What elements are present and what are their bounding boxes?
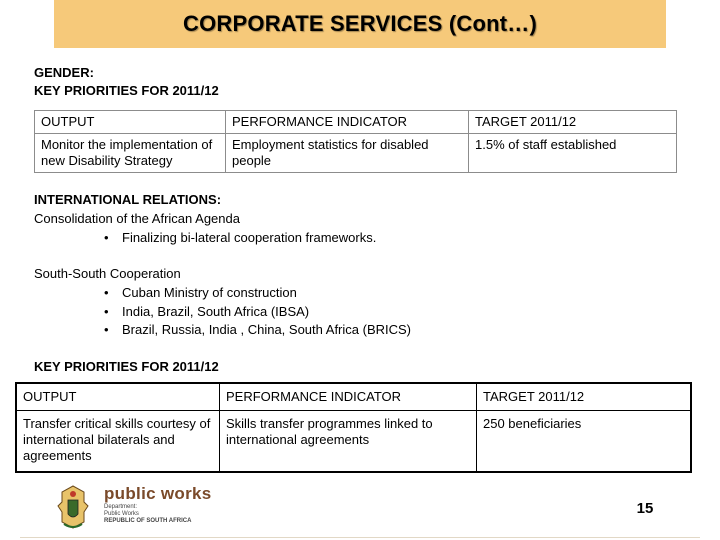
logo-sub-line: Department: — [104, 504, 138, 510]
bullet-icon: • — [104, 230, 109, 245]
list-item: • Brazil, Russia, India , China, South Africa (BRICS) — [104, 322, 412, 337]
table-cell: Transfer critical skills courtesy of international bilaterals and agreements — [16, 411, 220, 473]
gender-heading: GENDER: — [34, 65, 94, 80]
table-header-row — [16, 383, 691, 411]
footer-divider — [20, 537, 700, 538]
table-header-cell: TARGET 2011/12 — [477, 383, 692, 411]
logo-name: public works — [104, 484, 212, 503]
page-title: CORPORATE SERVICES (Cont…) — [183, 11, 537, 36]
key-priorities-heading: KEY PRIORITIES FOR 2011/12 — [34, 359, 219, 374]
south-south-heading: South-South Cooperation — [34, 266, 181, 281]
international-heading: INTERNATIONAL RELATIONS: — [34, 192, 222, 207]
table-cell: Monitor the implementation of new Disability Strategy — [35, 134, 226, 173]
international-priorities-table — [15, 382, 692, 473]
page-number: 15 — [636, 500, 654, 517]
bullet-icon: • — [104, 304, 109, 319]
international-subheading: Consolidation of the African Agenda — [34, 211, 240, 226]
table-row — [35, 134, 677, 173]
table-header-cell: PERFORMANCE INDICATOR — [226, 111, 469, 134]
table-cell: Employment statistics for disabled people — [226, 134, 469, 173]
table-cell: 250 beneficiaries — [477, 411, 692, 473]
table-cell: Skills transfer programmes linked to international agreements — [220, 411, 477, 473]
title-banner — [54, 0, 666, 48]
table-cell: 1.5% of staff established — [469, 134, 677, 173]
coat-of-arms-icon — [48, 482, 98, 532]
logo-sub-line: Public Works — [104, 511, 139, 517]
gender-priorities-table — [34, 110, 677, 173]
table-header-cell: PERFORMANCE INDICATOR — [220, 383, 477, 411]
bullet-icon: • — [104, 322, 109, 337]
gender-subheading: KEY PRIORITIES FOR 2011/12 — [34, 83, 219, 98]
bullet-icon: • — [104, 285, 109, 300]
logo-sub-line: REPUBLIC OF SOUTH AFRICA — [104, 518, 192, 524]
list-item: • Cuban Ministry of construction — [104, 285, 297, 300]
public-works-logo — [104, 484, 212, 525]
list-item: • Finalizing bi-lateral cooperation frameworks. — [104, 230, 377, 245]
table-header-cell: OUTPUT — [16, 383, 220, 411]
table-header-row — [35, 111, 677, 134]
table-header-cell: OUTPUT — [35, 111, 226, 134]
table-row — [16, 411, 691, 473]
table-header-cell: TARGET 2011/12 — [469, 111, 677, 134]
list-item: • India, Brazil, South Africa (IBSA) — [104, 304, 310, 319]
